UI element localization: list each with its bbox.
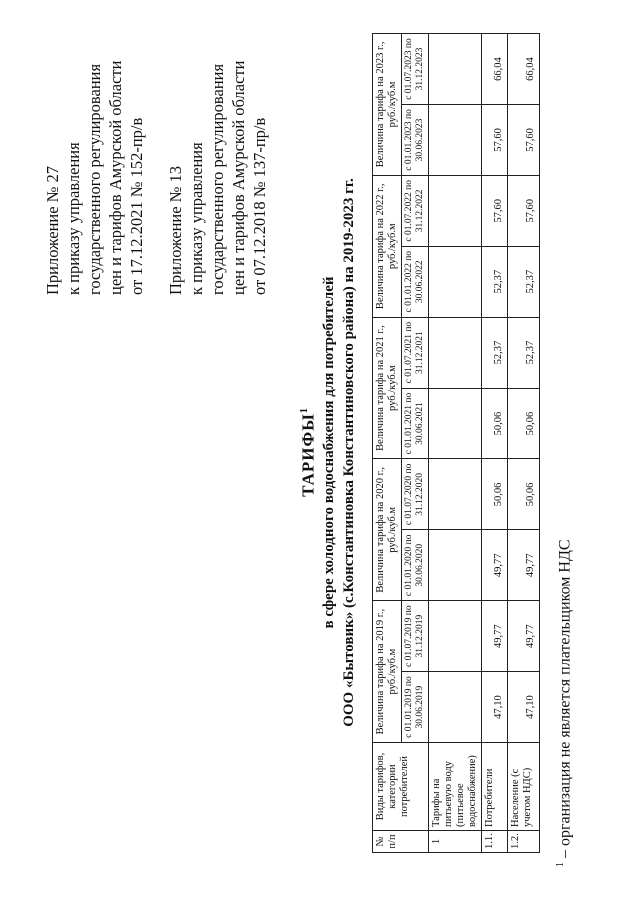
tariff-value — [429, 388, 482, 459]
tariff-value: 66,04 — [482, 34, 508, 105]
tariff-table — [372, 33, 540, 853]
tariff-value: 49,77 — [482, 601, 508, 672]
tariff-value — [429, 530, 482, 601]
year-header: Величина тарифа на 2022 г., руб./куб.м — [373, 175, 402, 317]
period-header: с 01.01.2019 по 30.06.2019 — [402, 672, 429, 743]
appendix-1-line: государственного регулирования — [85, 63, 104, 295]
tariff-value — [429, 459, 482, 530]
row-name: Тарифы на питьевую воду (питьевое водоснабжение) — [429, 743, 482, 831]
appendix-2-line: цен и тарифов Амурской области — [229, 60, 248, 295]
header-row-years — [373, 34, 402, 853]
tariff-value: 57,60 — [482, 104, 508, 175]
period-header: с 01.07.2022 по 31.12.2022 — [402, 175, 429, 246]
title-block — [295, 40, 359, 865]
tariff-value: 49,77 — [508, 601, 540, 672]
row-name: Население (с учетом НДС) — [508, 743, 540, 831]
row-number: 1 — [429, 831, 482, 853]
tariff-value: 57,60 — [508, 104, 540, 175]
tariff-value — [429, 246, 482, 317]
appendix-2-line: к приказу управления — [187, 142, 206, 295]
tariff-value: 52,37 — [482, 317, 508, 388]
organization-line: ООО «Бытовик» (с.Константиновка Константиновского района) на 2019-2023 гг. — [340, 178, 357, 727]
tariff-value: 47,10 — [482, 672, 508, 743]
appendix-1-line: к приказу управления — [64, 142, 83, 295]
period-header: с 01.07.2020 по 31.12.2020 — [402, 459, 429, 530]
period-header: с 01.07.2023 по 31.12.2023 — [402, 34, 429, 105]
table-row — [429, 34, 482, 853]
period-header: с 01.01.2021 по 30.06.2021 — [402, 388, 429, 459]
appendix-2-line: Приложение № 13 — [166, 165, 185, 295]
tariff-value: 50,06 — [482, 388, 508, 459]
col-num-header: № п/п — [373, 831, 429, 853]
footnote-text: – организация не является плательщиком НДС — [556, 539, 574, 862]
header-row-periods — [402, 34, 429, 853]
appendix-1-line: Приложение № 27 — [43, 165, 62, 295]
footnote-mark: 1 — [555, 862, 566, 867]
row-name: Потребители — [482, 743, 508, 831]
appendix-2-line: государственного регулирования — [208, 63, 227, 295]
table-row — [482, 34, 508, 853]
tariff-value — [429, 34, 482, 105]
col-type-header: Виды тарифов, категории потребителей — [373, 743, 429, 831]
period-header: с 01.01.2022 по 30.06.2022 — [402, 246, 429, 317]
tariff-value: 52,37 — [482, 246, 508, 317]
tariff-value — [429, 601, 482, 672]
year-header: Величина тарифа на 2020 г., руб./куб.м — [373, 459, 402, 601]
document-subtitle: в сфере холодного водоснабжения для потребителей — [320, 276, 337, 629]
tariff-value: 66,04 — [508, 34, 540, 105]
tariff-value — [429, 317, 482, 388]
period-header: с 01.07.2019 по 31.12.2019 — [402, 601, 429, 672]
appendix-2-line: от 07.12.2018 № 137-пр/в — [250, 117, 269, 295]
year-header: Величина тарифа на 2019 г., руб./куб.м — [373, 601, 402, 743]
appendix-1-line: от 17.12.2021 № 152-пр/в — [127, 117, 146, 295]
tariff-value: 50,06 — [508, 388, 540, 459]
year-header: Величина тарифа на 2023 г., руб./куб.м — [373, 34, 402, 176]
appendix-block-2 — [165, 25, 270, 295]
tariff-value: 57,60 — [508, 175, 540, 246]
period-header: с 01.01.2020 по 30.06.2020 — [402, 530, 429, 601]
tariff-value — [429, 175, 482, 246]
tariff-value: 47,10 — [508, 672, 540, 743]
tariff-value: 49,77 — [508, 530, 540, 601]
tariff-value: 52,37 — [508, 246, 540, 317]
period-header: с 01.07.2021 по 31.12.2021 — [402, 317, 429, 388]
row-number: 1.2. — [508, 831, 540, 853]
tariff-value: 52,37 — [508, 317, 540, 388]
appendix-1-line: цен и тарифов Амурской области — [106, 60, 125, 295]
footnote — [555, 539, 574, 867]
table-row — [508, 34, 540, 853]
tariff-value — [429, 672, 482, 743]
tariff-value: 50,06 — [508, 459, 540, 530]
year-header: Величина тарифа на 2021 г., руб./куб.м — [373, 317, 402, 459]
tariff-value — [429, 104, 482, 175]
tariff-value: 50,06 — [482, 459, 508, 530]
row-number: 1.1. — [482, 831, 508, 853]
document-title-text: ТАРИФЫ — [298, 413, 318, 497]
document-title — [295, 40, 319, 865]
tariff-value: 57,60 — [482, 175, 508, 246]
period-header: с 01.01.2023 по 30.06.2023 — [402, 104, 429, 175]
appendix-block-1 — [42, 25, 147, 295]
title-footnote-mark: 1 — [299, 408, 310, 414]
tariff-value: 49,77 — [482, 530, 508, 601]
